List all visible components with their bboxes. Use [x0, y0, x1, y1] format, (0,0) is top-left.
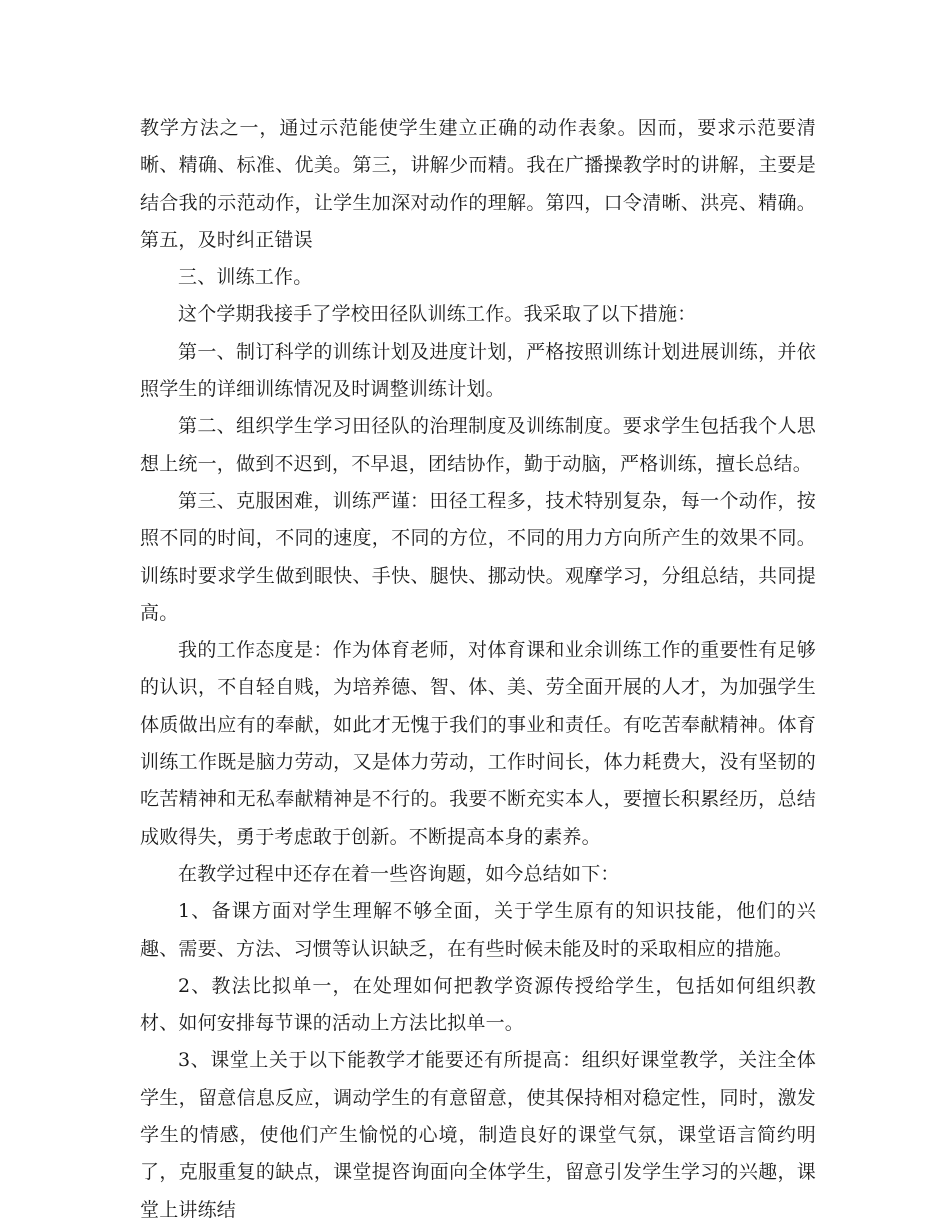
- paragraph-5: 第二、组织学生学习田径队的治理制度及训练制度。要求学生包括我个人思想上统一，做到不迟到，不早退，团结协作，勤于动脑，严格训练，擅长总结。: [140, 415, 816, 475]
- paragraph-6: 第三、克服困难，训练严谨：田径工程多，技术特别复杂，每一个动作，按照不同的时间，不同的速度，不同的方位，不同的用力方向所产生的效果不同。训练时要求学生做到眼快、手快、腿快、挪动快。观摩学习，分组总结，共同提高。: [140, 489, 816, 624]
- section-heading-training: 三、训练工作。: [178, 266, 313, 289]
- paragraph-1: 教学方法之一，通过示范能使学生建立正确的动作表象。因而，要求示范要清晰、精确、标准、优美。第三，讲解少而精。我在广播操教学时的讲解，主要是结合我的示范动作，让学生加深对动作的理解。第四，口令清晰、洪亮、精确。第五，及时纠正错误: [140, 117, 816, 251]
- paragraph-8: 在教学过程中还存在着一些咨询题，如今总结如下：: [178, 862, 620, 885]
- paragraph-4: 第一、制订科学的训练计划及进度计划，严格按照训练计划进展训练，并依照学生的详细训练情况及时调整训练计划。: [140, 340, 816, 401]
- list-item-1: 1、备课方面对学生理解不够全面，关于学生原有的知识技能，他们的兴趣、需要、方法、习惯等认识缺乏，在有些时候未能及时的采取相应的措施。: [140, 900, 816, 960]
- paragraph-3: 这个学期我接手了学校田径队训练工作。我采取了以下措施：: [178, 303, 697, 326]
- paragraph-7: 我的工作态度是：作为体育老师，对体育课和业余训练工作的重要性有足够的认识，不自轻自贱，为培养德、智、体、美、劳全面开展的人才，为加强学生体质做出应有的奉献，如此才无愧于我们的事业和责任。有吃苦奉献精神。体育训练工作既是脑力劳动，又是体力劳动，工作时间长，体力耗费大，没有坚韧的吃苦精神和无私奉献精神是不行的。我要不断充实本人，要擅长积累经历，总结成败得失，勇于考虑敢于创新。不断提高本身的素养。: [140, 639, 816, 848]
- list-item-2: 2、教法比拟单一，在处理如何把教学资源传授给学生，包括如何组织教材、如何安排每节课的活动上方法比拟单一。: [140, 974, 816, 1035]
- document-body: [140, 110, 816, 1229]
- list-item-3: 3、课堂上关于以下能教学才能要还有所提高：组织好课堂教学，关注全体学生，留意信息反应，调动学生的有意留意，使其保持相对稳定性，同时，激发学生的情感，使他们产生愉悦的心境，制造良好的课堂气氛，课堂语言简约明了，克服重复的缺点，课堂提咨询面向全体学生，留意引发学生学习的兴趣，课堂上讲练结: [140, 1049, 816, 1221]
